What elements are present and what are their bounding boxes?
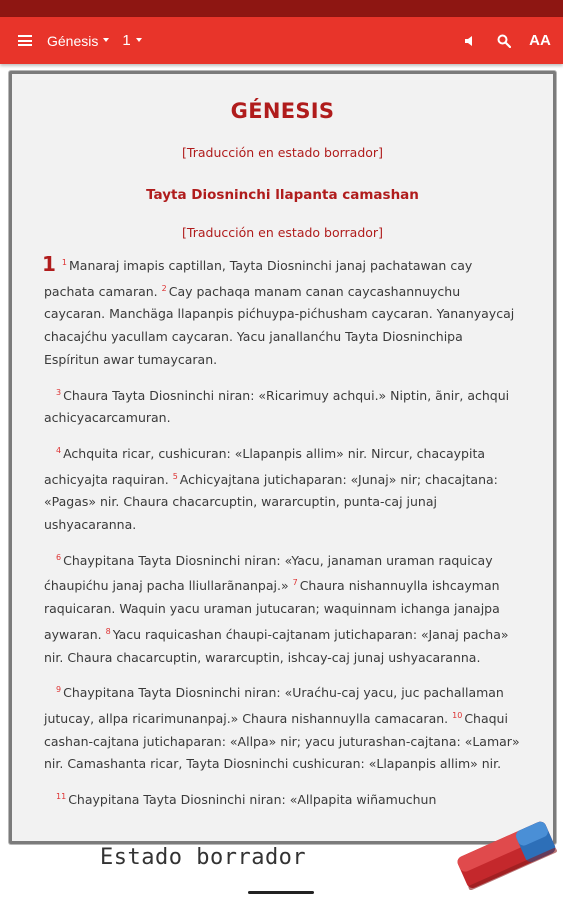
verse[interactable] <box>56 792 436 807</box>
draft-note: [Traducción en estado borrador] <box>182 145 383 160</box>
verse-text: Chaura Tayta Diosninchi niran: «Ricarimuy achqui.» Niptin, ãnir, achqui achicyacarcamuran. <box>44 387 510 426</box>
verse-number: 9 <box>56 685 62 695</box>
section-heading: Tayta Diosninchi llapanta camashan <box>146 187 419 203</box>
scripture-paragraph <box>44 382 521 430</box>
chevron-down-icon <box>103 38 109 42</box>
verse[interactable] <box>44 388 509 426</box>
draft-note: [Traducción en estado borrador] <box>182 225 383 240</box>
scripture-paragraph <box>44 440 521 537</box>
search-button[interactable] <box>487 17 521 64</box>
verse-text: Chaypitana Tayta Diosninchi niran: «Yacu, janaman uraman raquicay ćhaupićhu janaj pacha lliullarãnanpaj.» <box>44 552 493 594</box>
menu-button[interactable] <box>0 17 50 64</box>
book-title: GÉNESIS <box>230 99 335 123</box>
verse-number: 6 <box>56 552 62 562</box>
gesture-nav-bar[interactable] <box>248 891 314 894</box>
draft-status-label: Estado borrador <box>100 845 307 870</box>
hamburger-menu-icon <box>18 35 32 46</box>
book-selector[interactable] <box>47 33 109 49</box>
speaker-icon <box>464 35 476 47</box>
verse-text: Yacu raquicashan ćhaupi-cajtanam jutichaparan: «Janaj pacha» nir. Chaura chacarcuptin, wararcuptin, ishcay-caj junaj ushyacaranna. <box>44 626 509 665</box>
chapter-text <box>44 252 521 812</box>
book-name: Génesis <box>47 32 99 49</box>
status-bar <box>0 0 563 17</box>
verse-text: Achquita ricar, cushicuran: «Llapanpis allim» nir. Nircur, chacaypita achicyajta raquiran. <box>44 445 486 487</box>
search-icon <box>497 34 511 48</box>
verse-number: 7 <box>292 578 298 588</box>
app-bar <box>0 17 563 64</box>
verse-text: Chaqui cashan-cajtana jutichaparan: «Allpa» nir; yacu juturashan-cajtana: «Lamar» nir. Camashanta ricar, Tayta Diosninchi cushicuran: «Llapanpis allim» nir. <box>44 710 520 772</box>
verse-number: 4 <box>56 445 62 455</box>
scripture-paragraph <box>44 679 521 776</box>
scripture-paragraph <box>44 786 521 812</box>
audio-button[interactable] <box>453 17 487 64</box>
verse-text: Achicyajtana jutichaparan: «Junaj» nir; chacajtana: «Pagas» nir. Chaura chacarcuptin, wararcuptin, punta-caj junaj ushyacaranna. <box>44 471 498 533</box>
text-size-button[interactable] <box>521 17 559 64</box>
verse-number: 11 <box>56 792 67 802</box>
verse-text: Chaura nishannuylla ishcayman raquicaran. Waquin yacu uraman jutucaran; waquinnam ichanga janajpa aywaran. <box>44 578 500 642</box>
verse-text: Chaypitana Tayta Diosninchi niran: «Allpapita wiñamuchun <box>68 792 437 808</box>
verse-text: Chaypitana Tayta Diosninchi niran: «Uraćhu-caj yacu, juc pachallaman jutucay, allpa ricarimunanpaj.» Chaura nishannuylla camacaran. <box>44 685 504 726</box>
chapter-number: 1 <box>122 32 131 49</box>
eraser-icon <box>450 814 562 890</box>
verse-number: 10 <box>452 710 463 720</box>
scripture-paragraph <box>44 252 521 372</box>
verse-number: 5 <box>172 471 178 481</box>
chapter-selector[interactable] <box>122 32 141 49</box>
verse-number: 1 <box>61 258 68 267</box>
chapter-drop-number: 1 <box>42 252 56 276</box>
verse-number: 8 <box>105 626 111 636</box>
verse-number: 2 <box>161 283 167 293</box>
verse-text: Manaraj imapis captillan, Tayta Diosninchi janaj pachatawan cay pachata camaran. <box>44 258 473 299</box>
verse[interactable] <box>44 685 504 726</box>
verse-number: 3 <box>56 387 62 397</box>
text-size-icon: AA <box>529 32 551 49</box>
chevron-down-icon <box>136 38 142 42</box>
reading-pane[interactable] <box>12 78 551 818</box>
scripture-paragraph <box>44 547 521 670</box>
verse[interactable] <box>44 627 509 665</box>
verse-text: Cay pachaqa manam canan caycashannuychu caycaran. Manchäga llapanpis pićhuypa-pićhusham caycaran. Yananyaycaj chacajćhu yacullam caycaran. Yacu janallanćhu Tayta Diosninchipa Espíritun awar tumaycaran. <box>44 283 515 367</box>
